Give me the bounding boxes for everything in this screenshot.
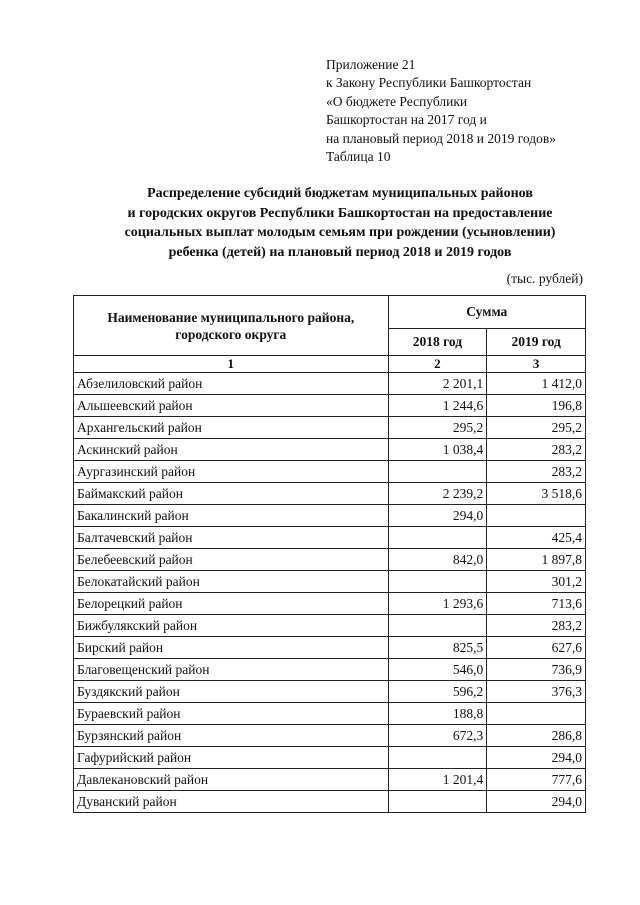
amount-2019-cell: 425,4: [487, 527, 586, 549]
district-name-cell: Белебеевский район: [74, 549, 389, 571]
amount-2019-cell: 283,2: [487, 615, 586, 637]
title-line: ребенка (детей) на плановый период 2018 и 2019 годов: [168, 244, 512, 260]
amount-2019-cell: 294,0: [487, 791, 586, 813]
amount-2018-cell: 188,8: [388, 703, 487, 725]
column-number: 3: [487, 356, 586, 373]
district-name-cell: Абзелиловский район: [74, 373, 389, 395]
table-row: [74, 483, 586, 505]
title-line: и городских округов Республики Башкортостан на предоставление: [127, 205, 553, 221]
header-name: [74, 296, 389, 356]
header-2019: 2019 год: [487, 329, 586, 356]
column-number: 2: [388, 356, 487, 373]
table-row: [74, 703, 586, 725]
amount-2018-cell: 1 244,6: [388, 395, 487, 417]
amount-2018-cell: 1 038,4: [388, 439, 487, 461]
amount-2018-cell: 2 201,1: [388, 373, 487, 395]
amount-2018-cell: 2 239,2: [388, 483, 487, 505]
amount-2019-cell: 713,6: [487, 593, 586, 615]
table-row: [74, 615, 586, 637]
amount-2019-cell: 1 897,8: [487, 549, 586, 571]
amount-2018-cell: [388, 747, 487, 769]
amount-2019-cell: 736,9: [487, 659, 586, 681]
amount-2019-cell: 3 518,6: [487, 483, 586, 505]
header-sum: Сумма: [388, 296, 585, 329]
table-row: [74, 747, 586, 769]
amount-2019-cell: 295,2: [487, 417, 586, 439]
title-line: Распределение субсидий бюджетам муниципальных районов: [147, 186, 533, 201]
table-row: [74, 571, 586, 593]
amount-2018-cell: [388, 461, 487, 483]
table-row: [74, 417, 586, 439]
amount-2019-cell: 301,2: [487, 571, 586, 593]
table-row: [74, 659, 586, 681]
table-row: [74, 637, 586, 659]
appendix-line: Приложение 21: [326, 57, 416, 72]
title-line: социальных выплат молодым семьям при рождении (усыновлении): [124, 225, 556, 240]
header-name-line: Наименование муниципального района,: [107, 309, 355, 325]
table-number: Таблица 10: [326, 149, 391, 165]
table-row: [74, 527, 586, 549]
district-name-cell: Альшеевский район: [74, 395, 389, 417]
subsidy-table: [73, 295, 586, 813]
district-name-cell: Бакалинский район: [74, 505, 389, 527]
appendix-line: Башкортостан на 2017 год и: [326, 112, 487, 128]
amount-2018-cell: 1 201,4: [388, 769, 487, 791]
amount-2018-cell: 596,2: [388, 681, 487, 703]
table-row: [74, 593, 586, 615]
district-name-cell: Бижбулякский район: [74, 615, 389, 637]
amount-2018-cell: [388, 615, 487, 637]
district-name-cell: Аургазинский район: [74, 461, 389, 483]
amount-2018-cell: 1 293,6: [388, 593, 487, 615]
amount-2019-cell: 777,6: [487, 769, 586, 791]
document-title: [70, 184, 610, 262]
amount-2018-cell: [388, 527, 487, 549]
district-name-cell: Благовещенский район: [74, 659, 389, 681]
appendix-line: «О бюджете Республики: [326, 93, 468, 109]
district-name-cell: Балтачевский район: [74, 527, 389, 549]
district-name-cell: Бураевский район: [74, 703, 389, 725]
district-name-cell: Аскинский район: [74, 439, 389, 461]
district-name-cell: Белорецкий район: [74, 593, 389, 615]
table-row: [74, 549, 586, 571]
district-name-cell: Архангельский район: [74, 417, 389, 439]
appendix-line: на плановый период 2018 и 2019 годов»: [326, 130, 557, 146]
amount-2019-cell: 283,2: [487, 439, 586, 461]
amount-2018-cell: 842,0: [388, 549, 487, 571]
amount-2019-cell: 1 412,0: [487, 373, 586, 395]
header-name-line: городского округа: [175, 326, 287, 342]
amount-2018-cell: 546,0: [388, 659, 487, 681]
amount-2019-cell: 376,3: [487, 681, 586, 703]
district-name-cell: Баймакский район: [74, 483, 389, 505]
district-name-cell: Бурзянский район: [74, 725, 389, 747]
table-row: [74, 461, 586, 483]
amount-2019-cell: 294,0: [487, 747, 586, 769]
amount-2018-cell: [388, 791, 487, 813]
district-name-cell: Гафурийский район: [74, 747, 389, 769]
table-row: [74, 395, 586, 417]
amount-2018-cell: 825,5: [388, 637, 487, 659]
amount-2019-cell: [487, 703, 586, 725]
header-2018: 2018 год: [388, 329, 487, 356]
table-row: [74, 439, 586, 461]
district-name-cell: Буздякский район: [74, 681, 389, 703]
table-row: [74, 769, 586, 791]
table-row: [74, 681, 586, 703]
units-label: (тыс. рублей): [506, 271, 583, 286]
column-number: 1: [74, 356, 389, 373]
amount-2019-cell: 286,8: [487, 725, 586, 747]
district-name-cell: Бирский район: [74, 637, 389, 659]
appendix-line: к Закону Республики Башкортостан: [326, 75, 532, 91]
table-row: [74, 505, 586, 527]
amount-2018-cell: 294,0: [388, 505, 487, 527]
amount-2019-cell: 283,2: [487, 461, 586, 483]
district-name-cell: Давлекановский район: [74, 769, 389, 791]
amount-2018-cell: [388, 571, 487, 593]
amount-2018-cell: 295,2: [388, 417, 487, 439]
district-name-cell: Белокатайский район: [74, 571, 389, 593]
table-row: [74, 725, 586, 747]
amount-2019-cell: [487, 505, 586, 527]
table-row: [74, 373, 586, 395]
amount-2019-cell: 627,6: [487, 637, 586, 659]
appendix-header: [326, 56, 556, 166]
amount-2019-cell: 196,8: [487, 395, 586, 417]
district-name-cell: Дуванский район: [74, 791, 389, 813]
table-row: [74, 791, 586, 813]
amount-2018-cell: 672,3: [388, 725, 487, 747]
